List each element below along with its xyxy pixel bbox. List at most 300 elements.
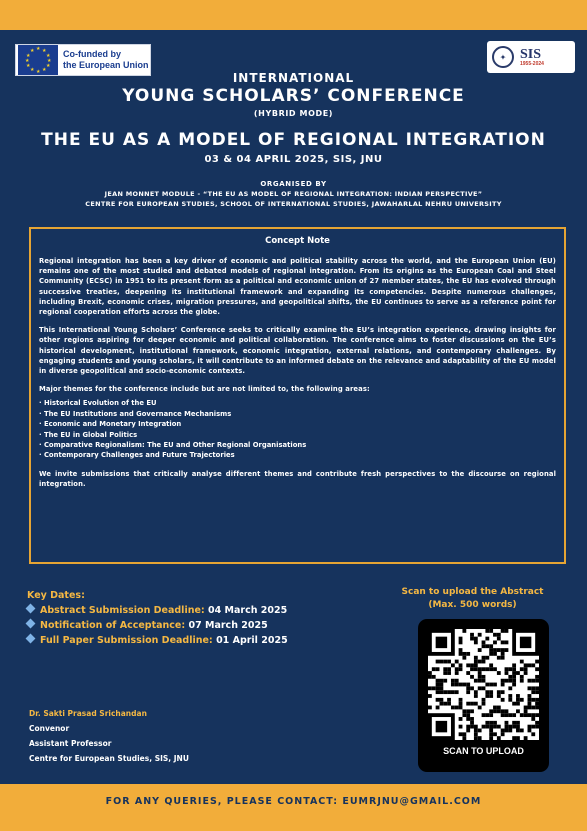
qr-module	[501, 640, 505, 644]
qr-module	[512, 683, 516, 687]
qr-module	[443, 667, 447, 671]
qr-module	[485, 667, 489, 671]
qr-module	[489, 721, 493, 725]
qr-module	[462, 732, 466, 736]
qr-module	[531, 698, 535, 702]
qr-module	[447, 698, 451, 702]
qr-module	[485, 629, 489, 633]
qr-module	[535, 675, 539, 679]
qr-module	[462, 713, 466, 717]
qr-module	[520, 667, 524, 671]
qr-module	[508, 713, 512, 717]
qr-module	[428, 686, 432, 690]
qr-module	[478, 686, 482, 690]
qr-module	[520, 637, 531, 648]
qr-module	[428, 671, 432, 675]
qr-module	[516, 702, 520, 706]
qr-module	[462, 709, 466, 713]
diamond-bullet-icon	[26, 634, 36, 644]
qr-module	[482, 702, 486, 706]
key-date-value: 07 March 2025	[188, 620, 268, 631]
qr-module	[535, 660, 539, 664]
footer-contact[interactable]: FOR ANY QUERIES, PLEASE CONTACT: EUMRJNU@GMAIL.COM	[0, 784, 587, 831]
qr-module	[524, 736, 528, 740]
concept-paragraph-2: This International Young Scholars’ Conference seeks to critically examine the EU’s integration experience, drawing insights for other regions aspiring for deeper economic and political collaboration. The conference aims to foster discussions on the EU’s historical development, institutional framework, economic integration, external relations, and contemporary challenges. By engaging students and young scholars, it will contribute to an informed debate on the relevance and adaptability of the EU model in diverse geopolitical and socio-economic contexts.	[39, 326, 556, 376]
qr-module	[516, 671, 520, 675]
qr-module	[482, 686, 486, 690]
qr-code-card[interactable]	[418, 619, 549, 772]
qr-module	[528, 713, 532, 717]
qr-module	[474, 663, 478, 667]
qr-module	[535, 698, 539, 702]
qr-module	[428, 675, 432, 679]
qr-module	[501, 679, 505, 683]
qr-code-icon[interactable]	[428, 629, 539, 740]
qr-module	[489, 713, 493, 717]
qr-module	[508, 675, 512, 679]
qr-module	[432, 686, 436, 690]
qr-module	[439, 702, 443, 706]
qr-module	[505, 667, 509, 671]
qr-module	[459, 648, 463, 652]
qr-module	[501, 648, 505, 652]
qr-module	[466, 725, 470, 729]
qr-module	[516, 725, 520, 729]
qr-module	[493, 721, 497, 725]
qr-module	[489, 683, 493, 687]
list-item: · Contemporary Challenges and Future Trajectories	[39, 451, 235, 460]
qr-module	[528, 725, 532, 729]
qr-module	[493, 640, 497, 644]
qr-module	[516, 729, 520, 733]
scan-instructions	[395, 586, 550, 612]
qr-module	[451, 690, 455, 694]
qr-module	[482, 698, 486, 702]
qr-module	[501, 656, 505, 660]
qr-module	[432, 675, 436, 679]
qr-module	[466, 683, 470, 687]
qr-module	[470, 725, 474, 729]
eu-logo-line2: the European Union	[63, 60, 149, 70]
qr-module	[455, 667, 459, 671]
qr-module	[482, 713, 486, 717]
qr-module	[508, 725, 512, 729]
qr-module	[436, 690, 440, 694]
qr-module	[531, 663, 535, 667]
qr-module	[459, 683, 463, 687]
qr-module	[474, 702, 478, 706]
qr-module	[466, 671, 470, 675]
qr-module	[470, 663, 474, 667]
convenor-role: Convenor	[29, 724, 70, 733]
qr-module	[439, 683, 443, 687]
qr-module	[505, 725, 509, 729]
qr-module	[459, 640, 463, 644]
qr-module	[497, 690, 501, 694]
convenor-block	[29, 706, 189, 766]
list-item: · Comparative Regionalism: The EU and Other Regional Organisations	[39, 441, 307, 450]
qr-module	[470, 686, 474, 690]
organiser-line1: JEAN MONNET MODULE - “THE EU AS MODEL OF REGIONAL INTEGRATION: INDIAN PERSPECTIVE”	[104, 190, 483, 198]
qr-module	[451, 663, 455, 667]
qr-module	[508, 698, 512, 702]
qr-module	[470, 721, 474, 725]
qr-module	[528, 702, 532, 706]
qr-module	[478, 736, 482, 740]
themes-list	[39, 398, 556, 460]
key-dates-title: Key Dates:	[27, 590, 85, 601]
diamond-bullet-icon	[26, 619, 36, 629]
qr-module	[493, 648, 497, 652]
qr-module	[459, 698, 463, 702]
qr-module	[524, 709, 528, 713]
sis-logo	[487, 41, 575, 73]
qr-module	[443, 679, 447, 683]
eu-flag-icon: ★ ★ ★ ★ ★ ★ ★ ★ ★ ★ ★ ★	[18, 45, 58, 75]
qr-module	[443, 702, 447, 706]
qr-module	[478, 675, 482, 679]
qr-module	[531, 732, 535, 736]
qr-module	[489, 736, 493, 740]
qr-module	[505, 709, 509, 713]
qr-module	[524, 706, 528, 710]
qr-module	[535, 686, 539, 690]
qr-module	[474, 667, 478, 671]
qr-module	[528, 698, 532, 702]
qr-module	[447, 702, 451, 706]
qr-module	[524, 713, 528, 717]
convenor-designation: Assistant Professor	[29, 739, 112, 748]
closing-paragraph: We invite submissions that critically analyse different themes and contribute fresh perspectives to the discourse on regional integration.	[39, 469, 556, 489]
qr-module	[466, 686, 470, 690]
qr-module	[497, 633, 501, 637]
organiser-line2: CENTRE FOR EUROPEAN STUDIES, SCHOOL OF INTERNATIONAL STUDIES, JAWAHARLAL NEHRU UNIVERSITY	[85, 200, 502, 208]
qr-module	[455, 660, 459, 664]
qr-module	[455, 706, 459, 710]
qr-module	[524, 663, 528, 667]
qr-module	[447, 660, 451, 664]
qr-module	[516, 721, 520, 725]
qr-module	[535, 702, 539, 706]
key-date-label: Abstract Submission Deadline:	[40, 605, 205, 616]
qr-module	[505, 713, 509, 717]
qr-module	[478, 660, 482, 664]
qr-module	[439, 690, 443, 694]
qr-module	[459, 702, 463, 706]
qr-module	[508, 729, 512, 733]
qr-module	[466, 717, 470, 721]
eu-logo-text	[63, 49, 149, 71]
qr-module	[485, 644, 489, 648]
qr-module	[485, 656, 489, 660]
qr-module	[485, 694, 489, 698]
qr-module	[474, 725, 478, 729]
qr-module	[428, 694, 432, 698]
qr-module	[512, 675, 516, 679]
qr-module	[501, 629, 505, 633]
sis-logo-word: SIS	[520, 46, 542, 62]
qr-module	[459, 725, 463, 729]
qr-module	[489, 667, 493, 671]
qr-module	[443, 671, 447, 675]
qr-module	[505, 640, 509, 644]
concept-note-heading: Concept Note	[265, 236, 330, 246]
list-item: · Historical Evolution of the EU	[39, 399, 157, 408]
qr-module	[508, 679, 512, 683]
qr-module	[531, 686, 535, 690]
qr-module	[535, 713, 539, 717]
qr-module	[482, 656, 486, 660]
qr-module	[436, 698, 440, 702]
qr-module	[455, 683, 459, 687]
qr-module	[497, 706, 501, 710]
qr-module	[512, 667, 516, 671]
qr-module	[489, 690, 493, 694]
qr-module	[470, 637, 474, 641]
qr-module	[451, 683, 455, 687]
qr-module	[497, 736, 501, 740]
qr-module	[470, 633, 474, 637]
qr-module	[436, 706, 440, 710]
qr-module	[493, 732, 497, 736]
qr-module	[485, 637, 489, 641]
convenor-name: Dr. Sakti Prasad Srichandan	[29, 709, 147, 718]
header-international: INTERNATIONAL	[232, 71, 355, 85]
poster-panel	[0, 30, 587, 784]
qr-module	[520, 698, 524, 702]
qr-module	[482, 675, 486, 679]
qr-module	[459, 637, 463, 641]
qr-module	[462, 652, 466, 656]
qr-module	[447, 671, 451, 675]
concept-note-box	[29, 227, 566, 564]
qr-module	[482, 679, 486, 683]
qr-module	[505, 671, 509, 675]
qr-module	[462, 683, 466, 687]
scan-title-line2: (Max. 500 words)	[428, 600, 517, 610]
qr-module	[436, 683, 440, 687]
qr-module	[508, 686, 512, 690]
scan-to-upload-button[interactable]: SCAN TO UPLOAD	[443, 746, 524, 756]
header-conference-name: YOUNG SCHOLARS’ CONFERENCE	[122, 86, 465, 106]
qr-module	[516, 736, 520, 740]
qr-module	[470, 709, 474, 713]
qr-module	[474, 729, 478, 733]
qr-module	[493, 633, 497, 637]
qr-module	[493, 667, 497, 671]
qr-module	[459, 667, 463, 671]
qr-module	[520, 660, 524, 664]
qr-module	[459, 652, 463, 656]
scan-title-line1: Scan to upload the Abstract	[401, 587, 544, 597]
qr-module	[470, 717, 474, 721]
qr-module	[535, 725, 539, 729]
qr-module	[524, 667, 528, 671]
qr-module	[485, 725, 489, 729]
qr-module	[505, 629, 509, 633]
qr-module	[524, 671, 528, 675]
qr-module	[531, 679, 535, 683]
qr-module	[482, 725, 486, 729]
key-date-value: 04 March 2025	[208, 605, 288, 616]
sis-logo-subtext: 1955-2024	[520, 60, 544, 67]
page-title: THE EU AS A MODEL OF REGIONAL INTEGRATION	[41, 130, 546, 150]
qr-module	[505, 729, 509, 733]
qr-module	[482, 660, 486, 664]
qr-module	[478, 729, 482, 733]
qr-module	[497, 637, 501, 641]
qr-module	[501, 713, 505, 717]
qr-module	[447, 667, 451, 671]
list-item: · The EU in Global Politics	[39, 430, 138, 439]
qr-module	[474, 679, 478, 683]
qr-module	[489, 725, 493, 729]
convenor-department: Centre for European Studies, SIS, JNU	[29, 754, 189, 763]
qr-module	[466, 729, 470, 733]
qr-module	[512, 721, 516, 725]
qr-module	[497, 694, 501, 698]
qr-module	[516, 694, 520, 698]
qr-module	[512, 725, 516, 729]
qr-module	[474, 694, 478, 698]
qr-module	[489, 729, 493, 733]
qr-module	[482, 667, 486, 671]
qr-module	[535, 690, 539, 694]
qr-module	[512, 671, 516, 675]
qr-module	[531, 690, 535, 694]
qr-module	[531, 725, 535, 729]
qr-module	[462, 629, 466, 633]
qr-module	[439, 698, 443, 702]
list-item: · The EU Institutions and Governance Mechanisms	[39, 409, 232, 418]
qr-module	[485, 721, 489, 725]
qr-module	[520, 729, 524, 733]
qr-module	[497, 648, 501, 652]
qr-module	[478, 667, 482, 671]
key-date-label: Full Paper Submission Deadline:	[40, 635, 213, 646]
themes-intro: Major themes for the conference include but are not limited to, the following areas:	[39, 385, 370, 394]
qr-module	[512, 702, 516, 706]
qr-module	[512, 736, 516, 740]
qr-module	[478, 633, 482, 637]
qr-module	[455, 690, 459, 694]
qr-module	[451, 679, 455, 683]
qr-module	[462, 656, 466, 660]
qr-module	[512, 663, 516, 667]
qr-module	[466, 690, 470, 694]
qr-module	[493, 709, 497, 713]
sis-seal-icon: ✦	[492, 46, 514, 68]
qr-module	[474, 690, 478, 694]
qr-module	[520, 713, 524, 717]
diamond-bullet-icon	[26, 604, 36, 614]
qr-module	[497, 671, 501, 675]
qr-module	[501, 729, 505, 733]
qr-module	[436, 637, 447, 648]
qr-module	[459, 706, 463, 710]
qr-module	[478, 648, 482, 652]
qr-module	[485, 683, 489, 687]
key-date-value: 01 April 2025	[216, 635, 288, 646]
qr-module	[528, 706, 532, 710]
qr-module	[489, 652, 493, 656]
qr-module	[459, 663, 463, 667]
qr-module	[470, 667, 474, 671]
qr-module	[501, 732, 505, 736]
qr-module	[478, 671, 482, 675]
qr-module	[489, 644, 493, 648]
qr-module	[508, 694, 512, 698]
qr-module	[428, 706, 432, 710]
qr-module	[466, 713, 470, 717]
qr-module	[436, 667, 440, 671]
qr-module	[485, 690, 489, 694]
qr-module	[508, 667, 512, 671]
eu-logo-line1: Co-funded by	[63, 49, 121, 59]
qr-module	[528, 663, 532, 667]
qr-module	[439, 660, 443, 664]
qr-module	[474, 640, 478, 644]
qr-module	[439, 686, 443, 690]
qr-module	[489, 732, 493, 736]
qr-module	[478, 679, 482, 683]
key-date-row	[27, 618, 288, 633]
key-dates	[27, 590, 288, 648]
qr-module	[535, 679, 539, 683]
key-date-row	[27, 603, 288, 618]
qr-module	[520, 675, 524, 679]
qr-module	[459, 732, 463, 736]
qr-module	[535, 667, 539, 671]
qr-module	[501, 652, 505, 656]
qr-module	[535, 706, 539, 710]
qr-module	[512, 713, 516, 717]
key-date-label: Notification of Acceptance:	[40, 620, 186, 631]
qr-module	[501, 698, 505, 702]
qr-module	[489, 694, 493, 698]
qr-module	[443, 660, 447, 664]
organised-by-label: ORGANISED BY	[260, 180, 327, 188]
qr-module	[501, 709, 505, 713]
qr-module	[516, 709, 520, 713]
qr-module	[474, 736, 478, 740]
qr-module	[466, 652, 470, 656]
qr-module	[436, 679, 440, 683]
qr-module	[535, 721, 539, 725]
qr-module	[489, 663, 493, 667]
qr-module	[459, 717, 463, 721]
qr-module	[512, 679, 516, 683]
qr-module	[478, 706, 482, 710]
qr-module	[528, 679, 532, 683]
qr-module	[466, 663, 470, 667]
qr-module	[489, 709, 493, 713]
qr-module	[485, 713, 489, 717]
qr-module	[474, 732, 478, 736]
qr-module	[489, 629, 493, 633]
qr-module	[447, 690, 451, 694]
qr-module	[493, 652, 497, 656]
qr-module	[474, 637, 478, 641]
qr-module	[505, 679, 509, 683]
qr-module	[474, 660, 478, 664]
qr-module	[497, 725, 501, 729]
qr-module	[466, 702, 470, 706]
qr-module	[497, 709, 501, 713]
qr-module	[455, 679, 459, 683]
qr-module	[501, 690, 505, 694]
qr-module	[470, 675, 474, 679]
